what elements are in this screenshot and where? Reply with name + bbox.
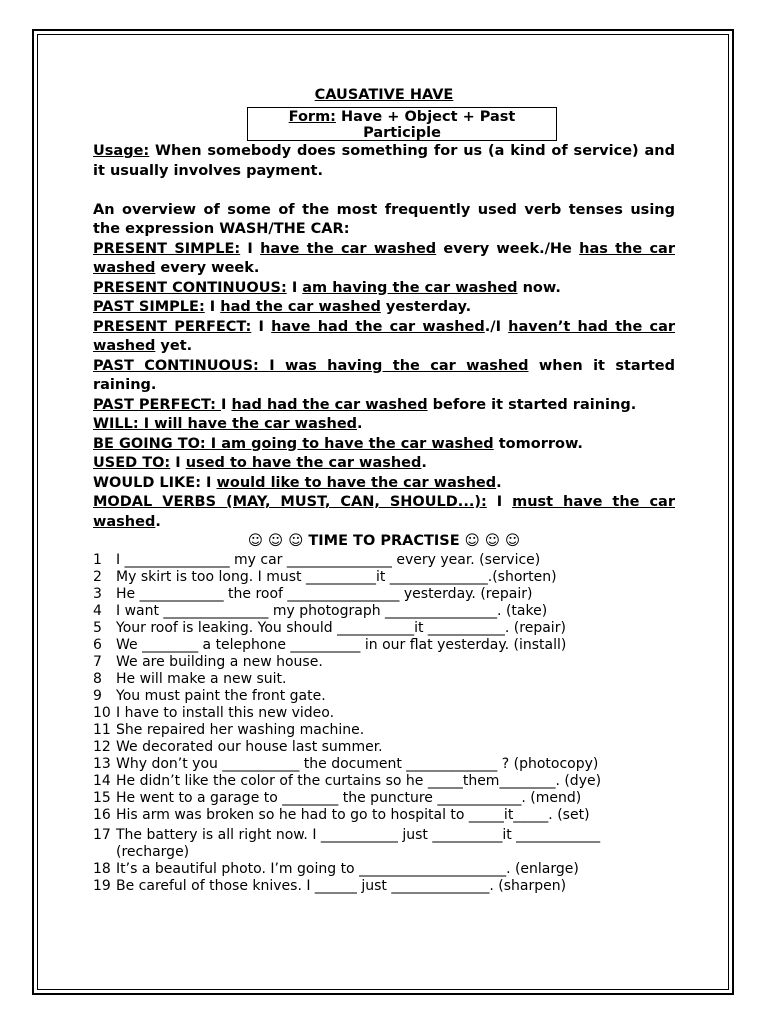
tense-label: PRESENT CONTINUOUS:	[93, 279, 287, 296]
form-box	[247, 107, 557, 141]
example-phrase: would like to have the car washed	[216, 474, 497, 491]
tense-present-simple: PRESENT SIMPLE: I have the car washed every week./He has the car washed every week.	[93, 240, 675, 276]
exercise-item	[93, 807, 675, 824]
usage-paragraph	[93, 142, 675, 181]
example-phrase: have the car washed	[260, 240, 437, 257]
tense-past-perfect: PAST PERFECT: I had had the car washed before it started raining.	[93, 396, 637, 413]
exercise-text: He went to a garage to ________ the puncture ____________. (mend)	[116, 790, 582, 806]
exercise-text: He didn’t like the color of the curtains so he _____them________. (dye)	[116, 773, 602, 789]
form-line1: Have + Object + Past	[335, 109, 516, 125]
example-phrase: used to have the car washed	[185, 455, 422, 471]
exercise-number: 16	[93, 807, 111, 823]
example-phrase: am having the car washed	[302, 279, 518, 296]
tense-will: WILL: I will have the car washed.	[93, 416, 363, 432]
tense-past-simple: PAST SIMPLE: I had the car washed yesterday.	[93, 299, 472, 315]
example-phrase: had the car washed	[220, 299, 381, 315]
exercise-text: It’s a beautiful photo. I’m going to _____________________. (enlarge)	[116, 861, 579, 877]
exercise-number: 4	[93, 603, 102, 619]
exercise-number: 9	[93, 688, 102, 704]
tense-going-to: BE GOING TO: I am going to have the car washed tomorrow.	[93, 435, 583, 452]
exercise-text: We decorated our house last summer.	[116, 739, 383, 755]
exercise-text: He ____________ the roof ________________ yesterday. (repair)	[116, 586, 533, 602]
exercise-list	[93, 552, 675, 895]
exercise-number: 10	[93, 705, 111, 721]
exercise-number: 12	[93, 739, 111, 755]
exercise-number: 5	[93, 620, 102, 636]
exercise-item	[93, 705, 675, 722]
page-title: CAUSATIVE HAVE	[314, 87, 454, 103]
exercise-text: I _______________ my car _______________ every year. (service)	[116, 552, 541, 568]
exercise-item	[93, 620, 675, 637]
exercise-text: We are building a new house.	[116, 654, 323, 670]
example-phrase: will have the car washed	[154, 416, 358, 432]
exercise-number: 19	[93, 878, 111, 894]
exercise-text: I want _______________ my photograph ________________. (take)	[116, 603, 548, 619]
exercise-text: Your roof is leaking. You should ___________it ___________. (repair)	[116, 620, 566, 636]
exercise-item	[93, 773, 675, 790]
practise-heading: ☺ ☺ ☺ TIME TO PRACTISE ☺ ☺ ☺	[247, 533, 521, 549]
form-line2: Participle	[363, 125, 441, 141]
tense-label: MODAL VERBS (MAY, MUST, CAN, SHOULD...):	[93, 494, 487, 510]
overview-paragraph: An overview of some of the most frequently used verb tenses using the expression WASH/THE CAR:	[93, 201, 675, 237]
tense-label: WILL:	[93, 416, 144, 432]
exercise-item	[93, 586, 675, 603]
exercise-item	[93, 637, 675, 654]
example-phrase: must have the car washed	[93, 494, 675, 530]
exercise-item	[93, 827, 675, 861]
exercise-number: 13	[93, 756, 111, 772]
exercise-number: 11	[93, 722, 111, 738]
exercise-text: She repaired her washing machine.	[116, 722, 365, 738]
exercise-number: 6	[93, 637, 102, 653]
exercise-item	[93, 552, 675, 569]
exercise-text: Why don’t you ___________ the document _____________ ? (photocopy)	[116, 756, 599, 772]
tense-modal: MODAL VERBS (MAY, MUST, CAN, SHOULD...): I must have the car washed.	[93, 494, 675, 530]
form-label: Form:	[288, 109, 336, 125]
example-phrase: am going to have the car washed	[221, 435, 494, 452]
exercise-text: The battery is all right now. I ___________ just __________it ____________ (recharge)	[116, 827, 601, 860]
exercise-number: 8	[93, 671, 102, 687]
usage-text: When somebody does something for us (a kind of service) and it usually involves payment.	[93, 143, 675, 179]
tense-label: PAST PERFECT:	[93, 396, 221, 413]
exercise-text: My skirt is too long. I must __________it ______________.(shorten)	[116, 569, 557, 585]
exercise-text: He will make a new suit.	[116, 671, 287, 687]
exercise-item	[93, 790, 675, 807]
exercise-item	[93, 722, 675, 739]
exercise-number: 7	[93, 654, 102, 670]
tense-past-continuous: PAST CONTINUOUS: I was having the car washed when it started raining.	[93, 357, 675, 393]
exercise-item	[93, 739, 675, 756]
exercise-item	[93, 878, 675, 895]
tense-would-like: WOULD LIKE: I would like to have the car washed.	[93, 474, 502, 491]
tense-used-to: USED TO: I used to have the car washed.	[93, 455, 427, 471]
tense-present-perfect: PRESENT PERFECT: I have had the car washed./I haven’t had the car washed yet.	[93, 318, 676, 354]
example-phrase: has the car washed	[93, 240, 675, 276]
example-phrase: haven’t had the car washed	[93, 318, 676, 354]
tense-label: BE GOING TO:	[93, 435, 211, 452]
exercise-text: You must paint the front gate.	[116, 688, 326, 704]
tense-label: PAST SIMPLE:	[93, 299, 205, 315]
grammar-content	[93, 142, 675, 532]
tense-label: USED TO:	[93, 455, 171, 471]
exercise-text: We ________ a telephone __________ in our flat yesterday. (install)	[116, 637, 567, 653]
exercise-item	[93, 603, 675, 620]
exercise-number: 17	[93, 827, 111, 843]
tense-present-continuous: PRESENT CONTINUOUS: I am having the car washed now.	[93, 279, 561, 296]
tense-label: PAST CONTINUOUS:	[93, 357, 270, 374]
exercise-number: 3	[93, 586, 102, 602]
exercise-item	[93, 756, 675, 773]
example-phrase: had had the car washed	[231, 396, 428, 413]
exercise-text: His arm was broken so he had to go to hospital to _____it_____. (set)	[116, 807, 590, 823]
exercise-number: 2	[93, 569, 102, 585]
exercise-item	[93, 671, 675, 688]
exercise-item	[93, 688, 675, 705]
tense-label: WOULD LIKE:	[93, 474, 201, 491]
exercise-text: I have to install this new video.	[116, 705, 335, 721]
usage-label: Usage:	[93, 143, 150, 159]
exercise-item	[93, 569, 675, 586]
exercise-item	[93, 654, 675, 671]
exercise-number: 15	[93, 790, 111, 806]
exercise-number: 18	[93, 861, 111, 877]
exercise-number: 14	[93, 773, 111, 789]
example-phrase: was having the car washed	[285, 357, 529, 374]
exercise-text: Be careful of those knives. I ______ just ______________. (sharpen)	[116, 878, 567, 894]
tense-label: PRESENT SIMPLE:	[93, 240, 241, 257]
example-phrase: have had the car washed	[271, 318, 485, 335]
tense-label: PRESENT PERFECT:	[93, 318, 252, 335]
exercise-item	[93, 861, 675, 878]
exercise-number: 1	[93, 552, 102, 568]
